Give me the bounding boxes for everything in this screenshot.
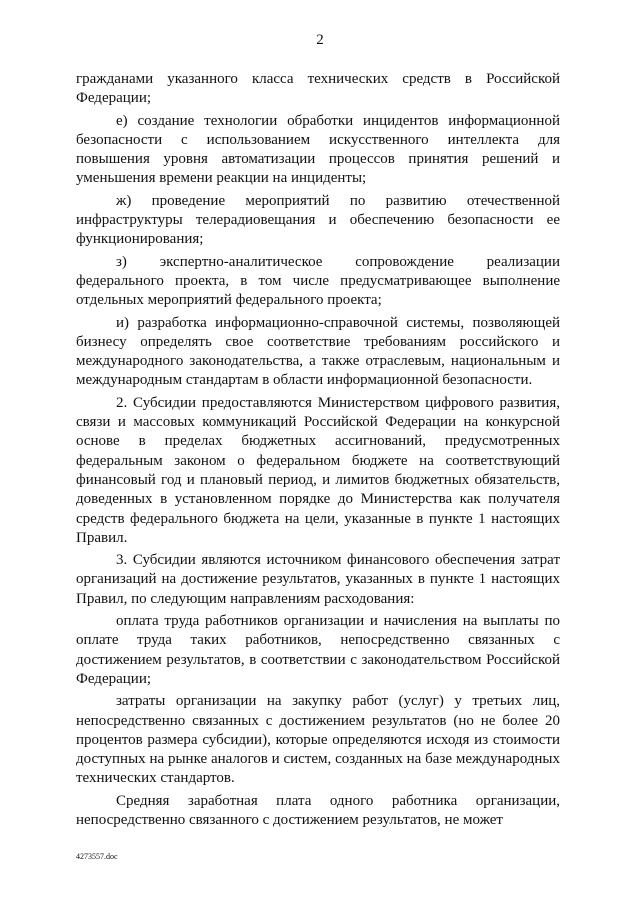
document-footer: 4273557.doc xyxy=(76,852,118,861)
paragraph-average-salary: Средняя заработная плата одного работника организации, непосредственно связанного с достижением результатов, не может xyxy=(76,792,560,828)
paragraph-item-z: з) экспертно-аналитическое сопровождение реализации федерального проекта, в том числе предусматривающее выполнение отдельных мероприятий федерального проекта; xyxy=(76,253,560,309)
document-body xyxy=(76,70,560,833)
paragraph-item-zh: ж) проведение мероприятий по развитию отечественной инфраструктуры телерадиовещания и обеспечению безопасности ее функционирования; xyxy=(76,192,560,248)
paragraph-purchases: затраты организации на закупку работ (услуг) у третьих лиц, непосредственно связанных с достижением результатов (но не более 20 процентов размера субсидии), которые определяются исходя из стоимости доступных на рынке аналогов и систем, созданных на базе международных технических стандартов. xyxy=(76,693,560,787)
paragraph-clause-3: 3. Субсидии являются источником финансового обеспечения затрат организаций на достижение результатов, указанных в пункте 1 настоящих Правил, по следующим направлениям расходования: xyxy=(76,552,560,607)
paragraph-clause-2: 2. Субсидии предоставляются Министерством цифрового развития, связи и массовых коммуникаций Российской Федерации на конкурсной основе в пределах бюджетных ассигнований, предусмотренных федеральным законом о федеральном бюджете на соответствующий финансовый год и плановый период, и лимитов бюджетных обязательств, доведенных в установленном порядке до Министерства как получателя средств федерального бюджета на цели, указанные в пункте 1 настоящих Правил. xyxy=(76,394,560,546)
page-number: 2 xyxy=(316,32,324,48)
paragraph-continuation: гражданами указанного класса технических средств в Российской Федерации; xyxy=(76,71,560,107)
paragraph-salary: оплата труда работников организации и начисления на выплаты по оплате труда таких работников, непосредственно связанных с достижением результатов, в соответствии с законодательством Российской Федерации; xyxy=(76,613,560,687)
paragraph-item-e: е) создание технологии обработки инцидентов информационной безопасности с использованием искусственного интеллекта для повышения уровня автоматизации процессов принятия решений и уменьшения времени реакции на инциденты; xyxy=(76,112,560,187)
paragraph-item-i: и) разработка информационно-справочной системы, позволяющей бизнесу определять свое соответствие требованиям российского и международного законодательства, а также отраслевым, национальным и международным стандартам в области информационной безопасности. xyxy=(76,314,560,389)
